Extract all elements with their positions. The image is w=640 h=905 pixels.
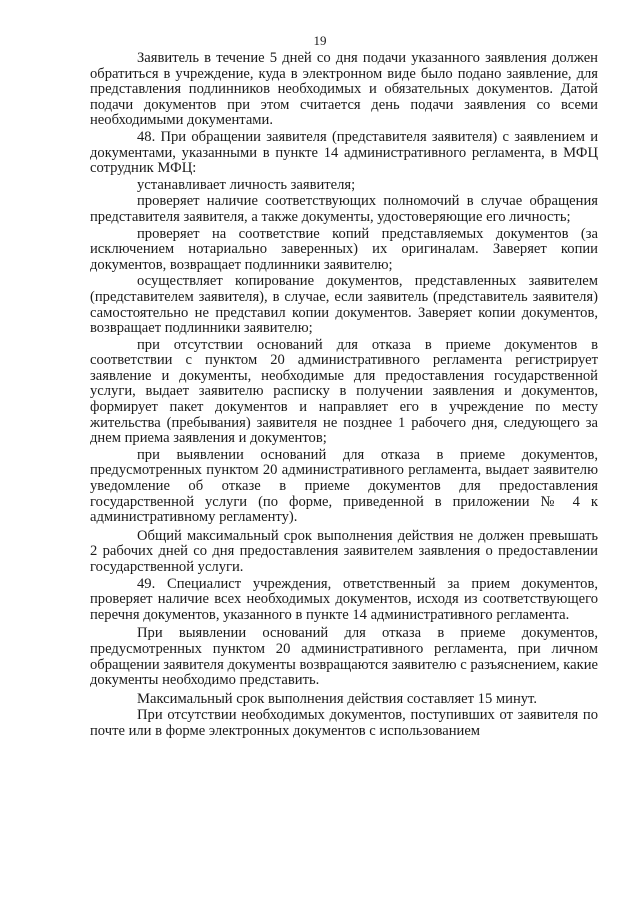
paragraph-mfc-deadline: Общий максимальный срок выполнения действия не должен превышать 2 рабочих дней со дня предоставления заявителем заявления о предоставлении государственной услуги. [90, 527, 598, 575]
paragraph-registration: при отсутствии оснований для отказа в приеме документов в соответствии с пунктом 20 административного регламента регистрирует заявление и документы, необходимые для предоставления государственной услуги, выдает заявителю расписку в получении заявления и документов, формирует пакет документов и направляет его в учреждение по месту жительства (пребывания) заявителя не позднее 1 рабочего дня, следующего за днем приема заявления и документов; [90, 336, 598, 447]
paragraph-submission-deadline: Заявитель в течение 5 дней со дня подачи указанного заявления должен обратиться в учреждение, куда в электронном виде было подано заявление, для представления подлинников необходимых и обязательных документов. Датой подачи документов при этом считается день подачи заявления со всеми необходимыми документами. [90, 50, 598, 129]
paragraph-49-specialist: 49. Специалист учреждения, ответственный за прием документов, проверяет наличие всех необходимых документов, исходя из соответствующего перечня документов, указанного в пункте 14 административного регламента. [90, 575, 598, 623]
paragraph-missing-documents: При отсутствии необходимых документов, поступивших от заявителя по почте или в форме электронных документов с использованием [90, 707, 598, 739]
paragraph-copying: осуществляет копирование документов, представленных заявителем (представителем заявителя), в случае, если заявитель (представитель заявителя) самостоятельно не представил копии документов. Заверяет копии документов, возвращает подлинники заявителю; [90, 273, 598, 337]
paragraph-identity-check: устанавливает личность заявителя; [137, 176, 356, 193]
paragraph-refusal-notice: при выявлении оснований для отказа в приеме документов, предусмотренных пунктом 20 административного регламента, выдает заявителю уведомление об отказе в приеме документов для предоставления государственной услуги (по форме, приведенной в приложении № 4 к административному регламенту). [90, 446, 598, 526]
document-body [90, 51, 598, 740]
paragraph-return-documents: При выявлении оснований для отказа в приеме документов, предусмотренных пунктом 20 административного регламента, при личном обращении заявителя документы возвращаются заявителю с разъяснением, какие документы необходимо представить. [90, 625, 598, 689]
page-number: 19 [313, 33, 327, 48]
paragraph-48-mfc-intro: 48. При обращении заявителя (представителя заявителя) с заявлением и документами, указанными в пункте 14 административного регламента, в МФЦ сотрудник МФЦ: [90, 128, 598, 177]
paragraph-copies-check: проверяет на соответствие копий представляемых документов (за исключением нотариально заверенных) их оригиналам. Заверяет копии документов, возвращает подлинники заявителю; [90, 225, 598, 273]
paragraph-15-minutes: Максимальный срок выполнения действия составляет 15 минут. [137, 690, 537, 707]
paragraph-authority-check: проверяет наличие соответствующих полномочий в случае обращения представителя заявителя, а также документы, удостоверяющие его личность; [90, 193, 598, 225]
